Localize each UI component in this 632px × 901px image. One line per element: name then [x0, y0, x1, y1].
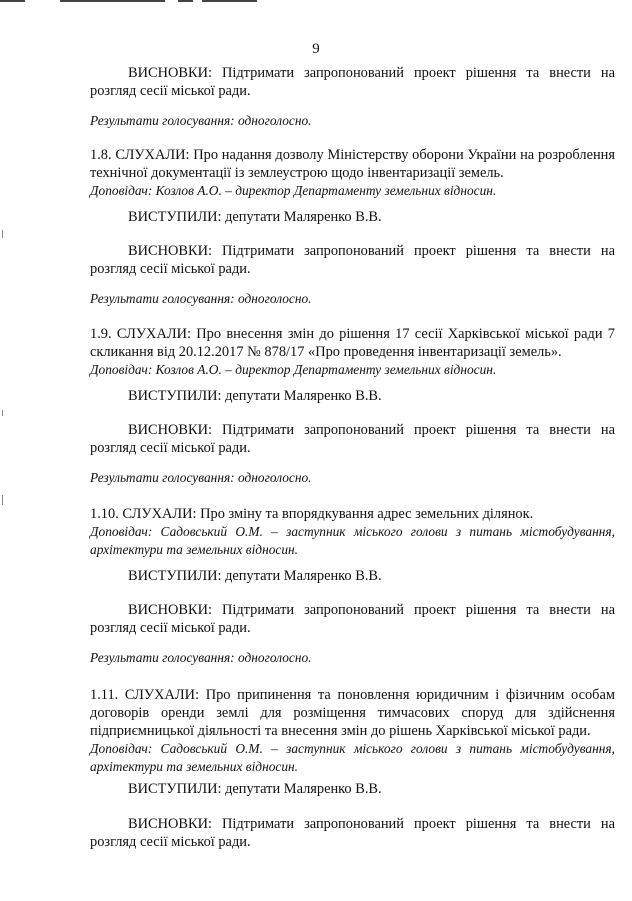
vote-result: Результати голосування: одноголосно.: [90, 470, 312, 485]
heard-item-1-9: 1.9. СЛУХАЛИ: Про внесення змін до рішення 17 сесії Харківської міської ради 7 скликання від 20.12.2017 № 878/17 «Про проведення інвентаризації земель».: [90, 326, 615, 360]
vote-result: Результати голосування: одноголосно.: [90, 650, 312, 665]
heard-item-1-11: 1.11. СЛУХАЛИ: Про припинення та поновлення юридичним і фізичним особам договорів оренди землі для розміщення тимчасових споруд для здійснення підприємницької діяльності та внесення змін до рішень Харківської міської ради.: [90, 687, 615, 739]
vote-result: Результати голосування: одноголосно.: [90, 291, 312, 306]
conclusions-paragraph: ВИСНОВКИ: Підтримати запропонований проект рішення та внести на розгляд сесії міської ради.: [90, 243, 615, 277]
spoke-paragraph: ВИСТУПИЛИ: депутати Маляренко В.В.: [128, 388, 382, 404]
conclusions-paragraph: ВИСНОВКИ: Підтримати запропонований проект рішення та внести на розгляд сесії міської ради.: [90, 602, 615, 636]
heard-item-1-8: 1.8. СЛУХАЛИ: Про надання дозволу Міністерству оборони України на розроблення технічної документації із землеустрою щодо інвентаризації земель.: [90, 147, 615, 181]
reporter: Доповідач: Козлов А.О. – директор Департаменту земельних відносин.: [90, 183, 497, 198]
spoke-paragraph: ВИСТУПИЛИ: депутати Маляренко В.В.: [128, 209, 382, 225]
reporter: Доповідач: Козлов А.О. – директор Департаменту земельних відносин.: [90, 362, 497, 377]
reporter: Доповідач: Садовський О.М. – заступник міського голови з питань містобудування, архітектури та земельних відносин.: [90, 524, 615, 557]
vote-result: Результати голосування: одноголосно.: [90, 113, 312, 128]
scan-artifact-top: [0, 0, 270, 3]
conclusions-paragraph: ВИСНОВКИ: Підтримати запропонований проект рішення та внести на розгляд сесії міської ради.: [90, 65, 615, 99]
scan-artifact-edge: [2, 495, 3, 505]
scan-artifact-edge: [2, 230, 3, 238]
page-number: 9: [312, 41, 320, 57]
reporter: Доповідач: Садовський О.М. – заступник міського голови з питань містобудування, архітектури та земельних відносин.: [90, 741, 615, 774]
heard-item-1-10: 1.10. СЛУХАЛИ: Про зміну та впорядкування адрес земельних ділянок.: [90, 506, 534, 522]
spoke-paragraph: ВИСТУПИЛИ: депутати Маляренко В.В.: [128, 568, 382, 584]
conclusions-paragraph: ВИСНОВКИ: Підтримати запропонований проект рішення та внести на розгляд сесії міської ради.: [90, 422, 615, 456]
conclusions-paragraph: ВИСНОВКИ: Підтримати запропонований проект рішення та внести на розгляд сесії міської ради.: [90, 816, 615, 850]
spoke-paragraph: ВИСТУПИЛИ: депутати Маляренко В.В.: [128, 781, 382, 797]
scan-artifact-edge: [2, 410, 3, 416]
